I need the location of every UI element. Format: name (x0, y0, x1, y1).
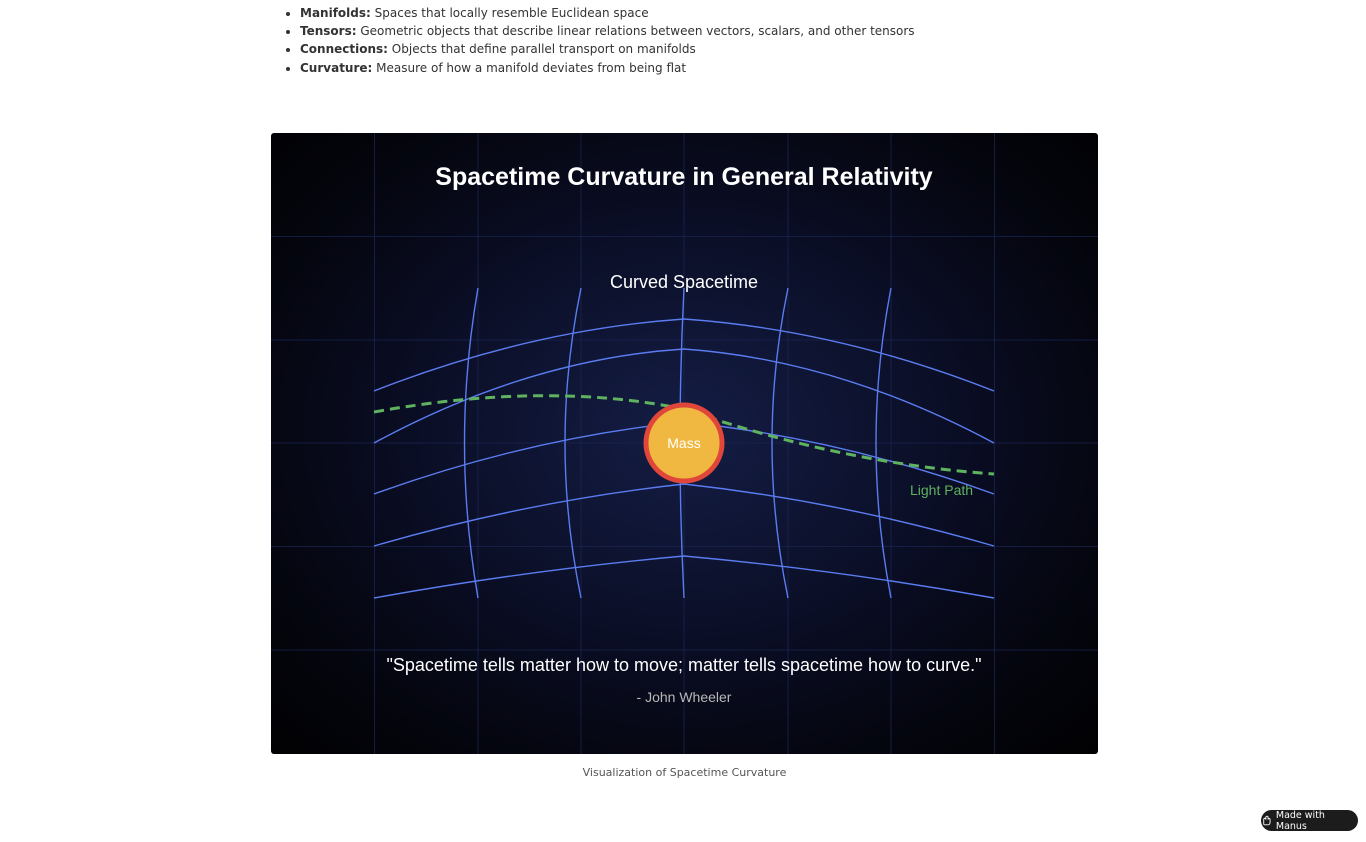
concept-term: Manifolds: (300, 6, 371, 20)
concept-term: Connections: (300, 42, 388, 57)
figure-title: Spacetime Curvature in General Relativity (435, 163, 933, 191)
concept-item-manifolds (300, 4, 915, 22)
light-path-label: Light Path (910, 482, 974, 498)
manus-hand-icon (1261, 815, 1272, 826)
badge-label: Made with Manus (1275, 809, 1325, 832)
concept-term: Curvature: (300, 60, 373, 75)
concept-term: Tensors: (300, 24, 357, 39)
concept-list (282, 4, 915, 77)
quote-attribution: - John Wheeler (636, 689, 732, 705)
concept-description: Measure of how a manifold deviates from being flat (376, 60, 687, 75)
concept-item-tensors (300, 22, 915, 40)
mass-label: Mass (667, 435, 701, 451)
figure-subtitle: Curved Spacetime (609, 272, 759, 292)
spacetime-diagram (271, 133, 1098, 754)
concept-description: Geometric objects that describe linear relations between vectors, scalars, and other tensors (360, 24, 915, 39)
concept-description: Objects that define parallel transport on manifolds (391, 42, 696, 57)
concept-description: Spaces that locally resemble Euclidean space (374, 6, 649, 20)
quote: "Spacetime tells matter how to move; matter tells spacetime how to curve." (386, 655, 982, 675)
concept-item-curvature (300, 59, 915, 77)
figure-caption: Visualization of Spacetime Curvature (582, 766, 787, 779)
concept-item-connections (300, 40, 915, 58)
spacetime-figure (271, 133, 1098, 754)
made-with-manus-badge[interactable] (1261, 810, 1358, 831)
